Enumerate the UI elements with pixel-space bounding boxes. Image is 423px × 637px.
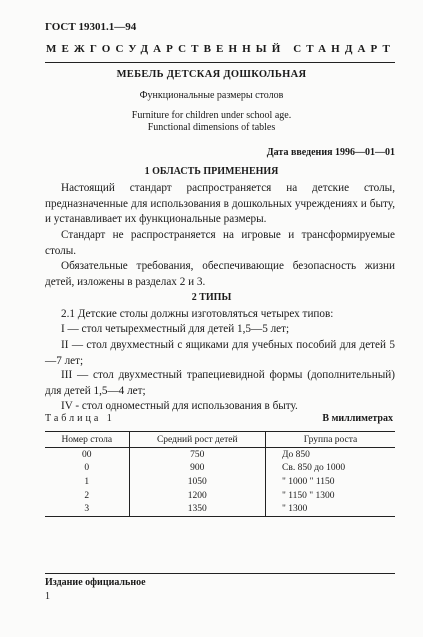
table-cell: 3: [45, 502, 129, 516]
english-title-line1: Furniture for children under school age.: [131, 110, 292, 121]
section-2-heading: 2 ТИПЫ: [191, 292, 232, 303]
table-cell: 1: [84, 476, 90, 487]
introduction-date: Дата введения 1996—01—01: [266, 147, 395, 158]
section-1-heading: 1 ОБЛАСТЬ ПРИМЕНЕНИЯ: [144, 166, 279, 177]
english-title: [0, 110, 423, 134]
page-number: 1: [45, 591, 50, 602]
edition-label: Издание официальное: [45, 577, 146, 588]
column-header: Средний рост детей: [129, 432, 266, 448]
header-rule: [45, 62, 395, 63]
standard-code: ГОСТ 19301.1—94: [45, 21, 137, 33]
table-row: [45, 448, 395, 462]
table-1: [45, 431, 395, 517]
table-cell: 00: [82, 449, 92, 460]
table-cell: 750: [129, 448, 266, 462]
section-1-paragraph-2: Стандарт не распространяется на игровые и трансформируемые столы.: [45, 229, 395, 257]
table-cell: 1350: [129, 502, 266, 516]
table-cell: " 1000 " 1150: [266, 475, 396, 489]
document-subtitle: Функциональные размеры столов: [139, 90, 284, 101]
table-cell: " 1300: [266, 502, 396, 516]
table-cell: 0: [84, 463, 90, 474]
document-title: МЕБЕЛЬ ДЕТСКАЯ ДОШКОЛЬНАЯ: [116, 69, 307, 80]
table-cell: " 1150 " 1300: [266, 489, 396, 503]
table-cell: 1050: [129, 475, 266, 489]
table-cell: 900: [129, 462, 266, 476]
table-cell: 2: [84, 490, 90, 501]
section-2-type-i: I — стол четырехместный для детей 1,5—5 лет;: [61, 323, 290, 335]
section-2-paragraph-1: 2.1 Детские столы должны изготовляться четырех типов:: [61, 308, 334, 320]
table-row: [45, 489, 395, 503]
section-1-paragraph-3: Обязательные требования, обеспечивающие безопасность жизни детей, изложены в разделах 2 и 3.: [45, 260, 395, 288]
column-header: Номер стола: [45, 432, 129, 448]
footer-rule: [45, 573, 395, 574]
standard-type: МЕЖГОСУДАРСТВЕННЫЙ СТАНДАРТ: [46, 43, 395, 55]
section-2-type-iii: III — стол двухместный трапециевидной формы (дополнительный) для детей 1,5—4 лет;: [45, 369, 395, 397]
table-header-row: [45, 432, 395, 448]
table-cell: Св. 850 до 1000: [266, 462, 396, 476]
table-row: [45, 475, 395, 489]
table-row: [45, 502, 395, 516]
table-cell: До 850: [266, 448, 396, 462]
section-2-type-ii: II — стол двухместный с ящиками для учебных пособий для детей 5—7 лет;: [45, 339, 395, 367]
table-row: [45, 462, 395, 476]
table-cell: 1200: [129, 489, 266, 503]
section-2-type-iv: IV - стол одноместный для использования в быту.: [61, 400, 298, 412]
column-header: Группа роста: [266, 432, 396, 448]
section-1-paragraph-1: Настоящий стандарт распространяется на детские столы, предназначенные для использования в дошкольных учреждениях и быту, и устанавливает их функциональные размеры.: [45, 182, 395, 225]
table-unit: В миллиметрах: [322, 413, 393, 424]
english-title-line2: Functional dimensions of tables: [147, 122, 276, 133]
table-caption: Таблица 1: [45, 413, 115, 424]
